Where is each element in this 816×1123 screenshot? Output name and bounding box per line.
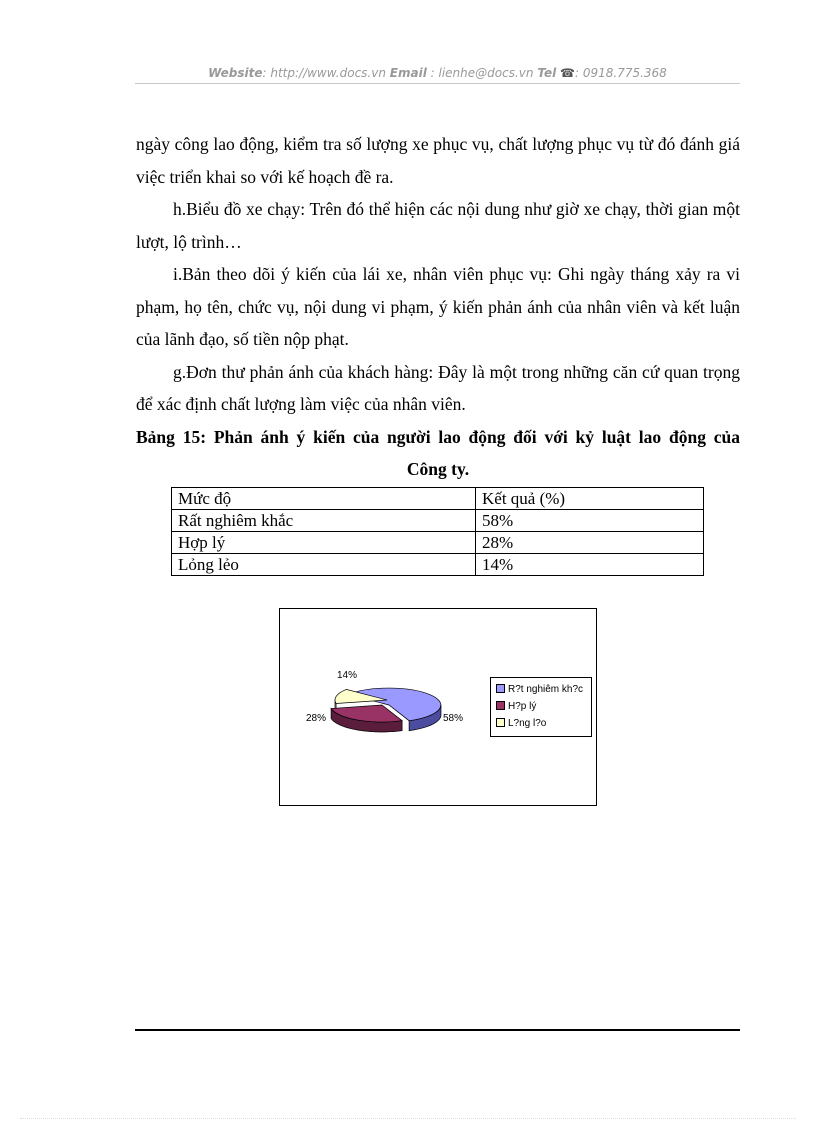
data-label-slice-2: 28% [306,713,327,724]
table-header-row [172,488,704,510]
data-label-slice-3: 14% [337,670,358,681]
cell-level: Hợp lý [172,532,476,554]
data-table [171,487,704,576]
pie-chart [279,608,597,806]
cell-level: Rất nghiêm khắc [172,510,476,532]
paragraph-h: h.Biểu đồ xe chạy: Trên đó thể hiện các nội dung như giờ xe chạy, thời gian một lượt, lộ trình… [136,199,740,252]
tel-label: Tel [537,66,557,80]
page-bottom-border [20,1118,796,1119]
phone-icon: ☎ [560,66,575,80]
table-row [172,510,704,532]
paragraph-continuation: ngày công lao động, kiểm tra số lượng xe phục vụ, chất lượng phục vụ từ đó đánh giá việc triển khai so với kế hoạch đề ra. [136,134,740,187]
legend-item [496,700,536,714]
legend-swatch [496,684,505,693]
table-title-line2: Công ty. [406,459,470,479]
header-cell-level: Mức độ [172,488,476,510]
legend-swatch [496,701,505,710]
table-title-line1: Bảng 15: Phản ánh ý kiến của người lao động đối với kỷ luật lao động của [136,427,740,447]
table-row [172,532,704,554]
table-title [136,421,740,485]
paragraph-i: i.Bản theo dõi ý kiến của lái xe, nhân viên phục vụ: Ghi ngày tháng xảy ra vi phạm, họ tên, chức vụ, nội dung vi phạm, ý kiến phản ánh của nhân viên và kết luận của lãnh đạo, số tiền nộp phạt. [136,264,740,349]
table-row [172,554,704,576]
header-cell-result: Kết quả (%) [476,488,704,510]
legend-label: L?ng l?o [508,718,547,729]
email-value: : lienhe@docs.vn [430,66,534,80]
email-label: Email [389,66,427,80]
cell-result: 58% [476,510,704,532]
tel-value: : 0918.775.368 [574,66,667,80]
legend-label: H?p lý [508,701,537,712]
website-value: : http://www.docs.vn [262,66,386,80]
website-label: Website [208,66,263,80]
data-label-slice-1: 58% [443,713,464,724]
cell-result: 28% [476,532,704,554]
legend-item [496,717,546,731]
legend-label: R?t nghiêm kh?c [508,684,584,695]
legend-item [496,683,583,697]
body-text [136,128,740,421]
legend-swatch [496,718,505,727]
footer-rule [135,1029,740,1031]
cell-level: Lỏng lẻo [172,554,476,576]
page-header [135,66,740,84]
cell-result: 14% [476,554,704,576]
chart-legend [490,677,592,737]
paragraph-g: g.Đơn thư phản ánh của khách hàng: Đây là một trong những căn cứ quan trọng để xác định chất lượng làm việc của nhân viên. [136,361,740,414]
